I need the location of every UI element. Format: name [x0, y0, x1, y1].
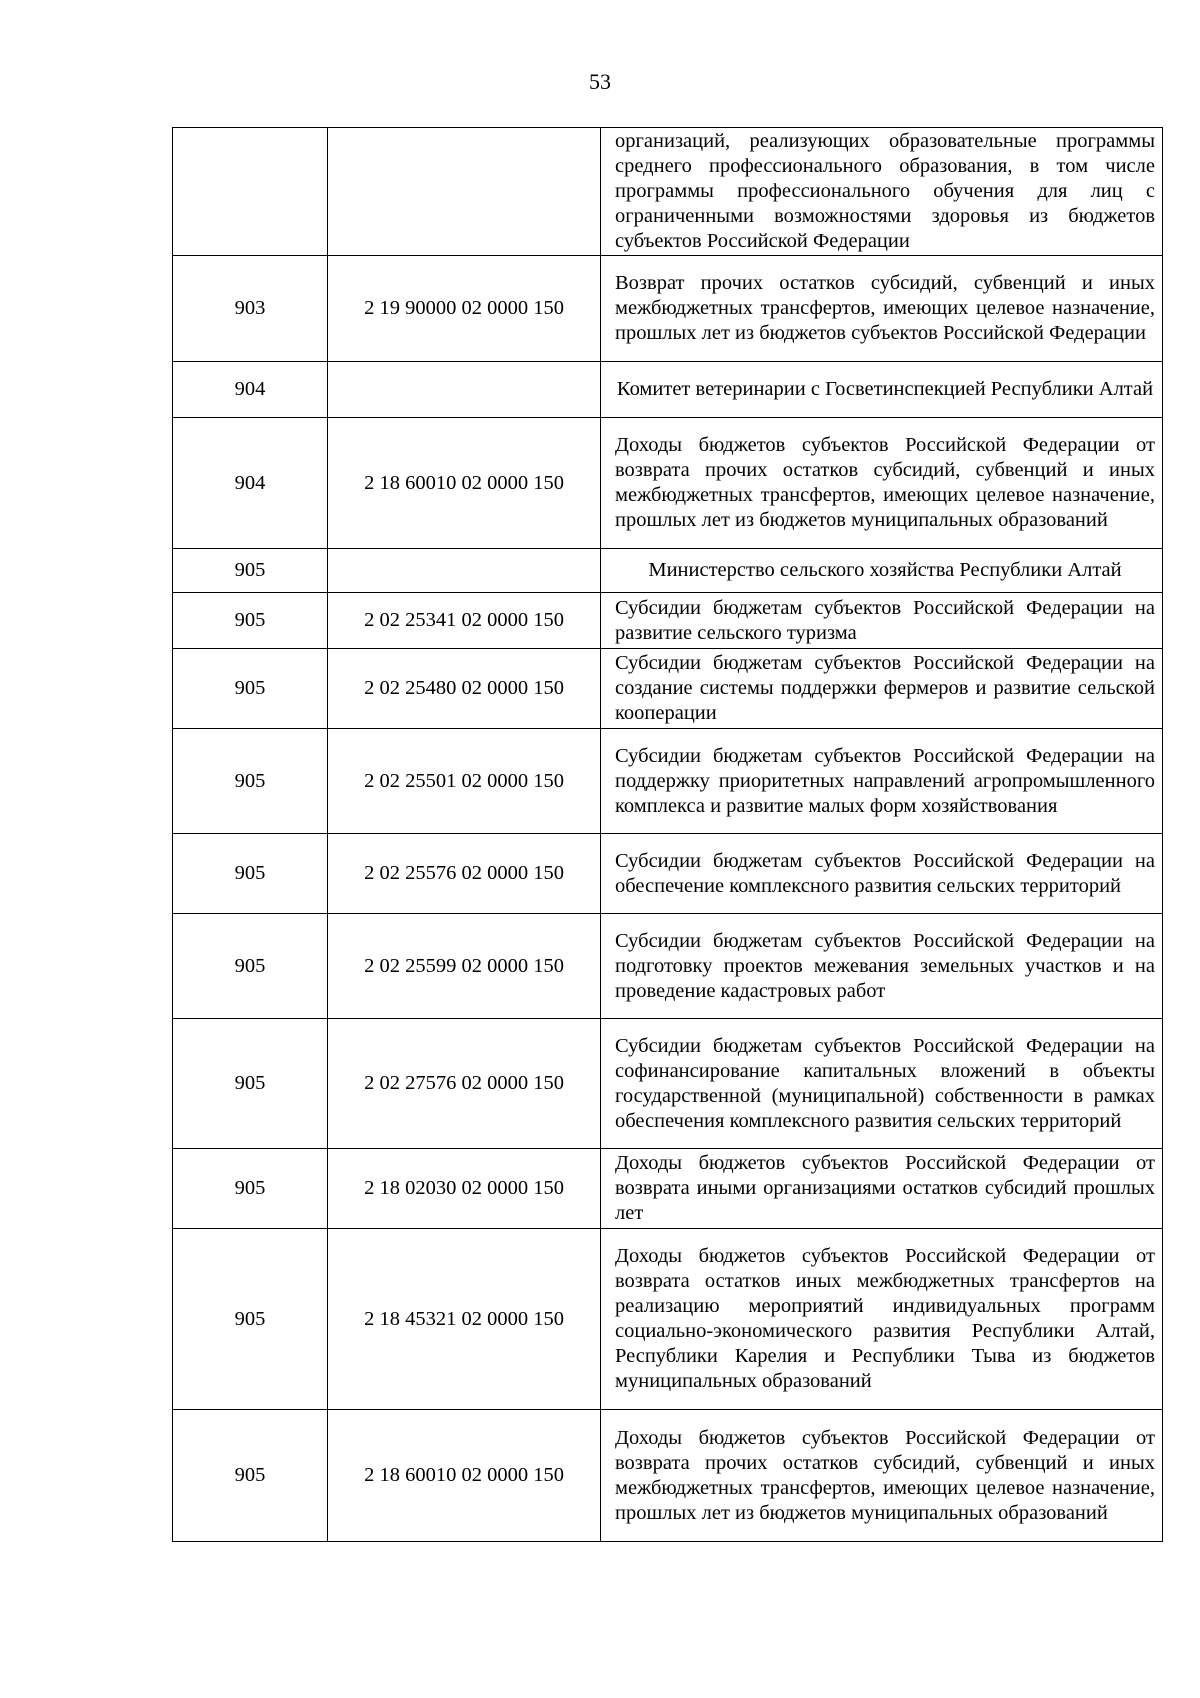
admin-code-cell: 905	[173, 834, 328, 914]
kbk-code-cell	[328, 362, 601, 418]
table-row	[173, 1149, 1163, 1229]
name-cell	[601, 1229, 1163, 1410]
admin-code-cell: 905	[173, 1410, 328, 1542]
name-text: Министерство сельского хозяйства Республики Алтай	[648, 559, 1122, 581]
name-cell	[601, 549, 1163, 593]
name-text: Доходы бюджетов субъектов Российской Федерации от возврата остатков иных межбюджетных трансфертов на реализацию мероприятий индивидуальных программ социально-экономического развития Республики Алтай, Республики Карелия и Республики Тыва из бюджетов муниципальных образований	[615, 1245, 1155, 1392]
admin-code-cell: 905	[173, 729, 328, 834]
name-text: Доходы бюджетов субъектов Российской Федерации от возврата прочих остатков субсидий, субвенций и иных межбюджетных трансфертов, имеющих целевое назначение, прошлых лет из бюджетов муниципальных образований	[615, 1426, 1155, 1524]
kbk-code-cell: 2 19 90000 02 0000 150	[328, 256, 601, 362]
table-row	[173, 549, 1163, 593]
name-cell	[601, 729, 1163, 834]
name-text: Возврат прочих остатков субсидий, субвенций и иных межбюджетных трансфертов, имеющих целевое назначение, прошлых лет из бюджетов субъектов Российской Федерации	[615, 272, 1155, 344]
table-row	[173, 914, 1163, 1019]
table-row	[173, 256, 1163, 362]
kbk-code-cell: 2 02 25341 02 0000 150	[328, 593, 601, 649]
name-cell	[601, 1149, 1163, 1229]
name-cell	[601, 914, 1163, 1019]
name-cell	[601, 1019, 1163, 1149]
kbk-code-cell: 2 02 27576 02 0000 150	[328, 1019, 601, 1149]
admin-code-cell: 905	[173, 914, 328, 1019]
admin-code-cell	[173, 128, 328, 256]
name-cell	[601, 128, 1163, 256]
admin-code-cell: 905	[173, 1019, 328, 1149]
budget-codes-table	[172, 127, 1163, 1542]
name-text: Комитет ветеринарии с Госветинспекцией Республики Алтай	[616, 378, 1154, 400]
table-row	[173, 362, 1163, 418]
kbk-code-cell: 2 02 25599 02 0000 150	[328, 914, 601, 1019]
admin-code-cell: 905	[173, 1229, 328, 1410]
name-text: организаций, реализующих образовательные программы среднего профессионального образования, в том числе программы профессионального обучения для лиц с ограниченными возможностями здоровья из бюджетов субъектов Российской Федерации	[615, 130, 1155, 252]
name-cell	[601, 1410, 1163, 1542]
name-text: Субсидии бюджетам субъектов Российской Федерации на обеспечение комплексного развития сельских территорий	[615, 849, 1155, 897]
name-text: Доходы бюджетов субъектов Российской Федерации от возврата иными организациями остатков субсидий прошлых лет	[615, 1152, 1155, 1224]
kbk-code-cell: 2 18 02030 02 0000 150	[328, 1149, 601, 1229]
name-text: Субсидии бюджетам субъектов Российской Федерации на развитие сельского туризма	[615, 596, 1155, 644]
kbk-code-cell: 2 02 25480 02 0000 150	[328, 649, 601, 729]
kbk-code-cell: 2 18 45321 02 0000 150	[328, 1229, 601, 1410]
table-row	[173, 649, 1163, 729]
table-row	[173, 1019, 1163, 1149]
table-row	[173, 128, 1163, 256]
admin-code-cell: 903	[173, 256, 328, 362]
name-text: Субсидии бюджетам субъектов Российской Федерации на поддержку приоритетных направлений агропромышленного комплекса и развитие малых форм хозяйствования	[615, 744, 1155, 817]
table-row	[173, 834, 1163, 914]
table-row	[173, 1229, 1163, 1410]
page-number: 53	[589, 69, 611, 94]
name-cell	[601, 256, 1163, 362]
admin-code-cell: 905	[173, 1149, 328, 1229]
admin-code-cell: 904	[173, 362, 328, 418]
admin-code-cell: 905	[173, 649, 328, 729]
name-cell	[601, 593, 1163, 649]
table-row	[173, 418, 1163, 549]
name-cell	[601, 834, 1163, 914]
name-cell	[601, 649, 1163, 729]
kbk-code-cell: 2 02 25576 02 0000 150	[328, 834, 601, 914]
admin-code-cell: 905	[173, 549, 328, 593]
name-text: Субсидии бюджетам субъектов Российской Федерации на софинансирование капитальных вложений в объекты государственной (муниципальной) собственности в рамках обеспечения комплексного развития сельских территорий	[615, 1034, 1155, 1132]
table-row	[173, 593, 1163, 649]
name-text: Субсидии бюджетам субъектов Российской Федерации на создание системы поддержки фермеров и развитие сельской кооперации	[615, 652, 1155, 724]
table-row	[173, 1410, 1163, 1542]
table-row	[173, 729, 1163, 834]
name-cell	[601, 418, 1163, 549]
kbk-code-cell: 2 18 60010 02 0000 150	[328, 1410, 601, 1542]
name-cell	[601, 362, 1163, 418]
name-text: Доходы бюджетов субъектов Российской Федерации от возврата прочих остатков субсидий, субвенций и иных межбюджетных трансфертов, имеющих целевое назначение, прошлых лет из бюджетов муниципальных образований	[615, 434, 1155, 531]
admin-code-cell: 904	[173, 418, 328, 549]
name-text: Субсидии бюджетам субъектов Российской Федерации на подготовку проектов межевания земельных участков и на проведение кадастровых работ	[615, 929, 1155, 1002]
kbk-code-cell	[328, 549, 601, 593]
kbk-code-cell	[328, 128, 601, 256]
kbk-code-cell: 2 02 25501 02 0000 150	[328, 729, 601, 834]
kbk-code-cell: 2 18 60010 02 0000 150	[328, 418, 601, 549]
admin-code-cell: 905	[173, 593, 328, 649]
